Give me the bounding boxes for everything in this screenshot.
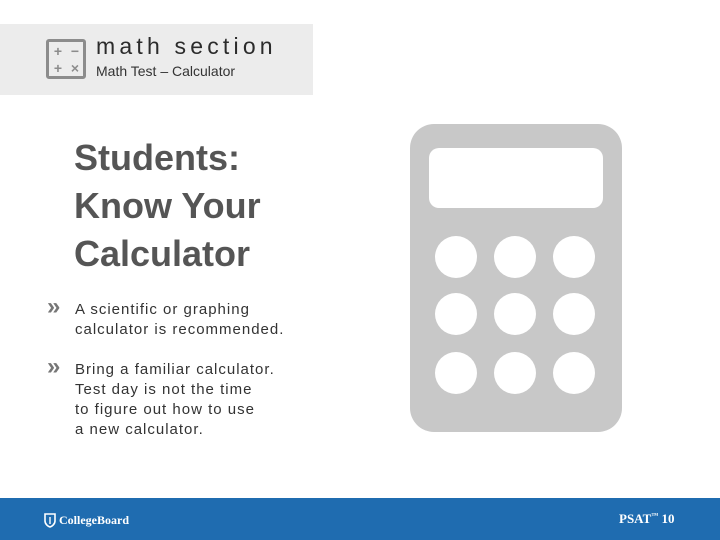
psat-logo-text: PSAT [619, 511, 652, 526]
psat-10-logo [619, 511, 675, 527]
heading-line: Know Your [74, 185, 261, 226]
collegeboard-logo [44, 512, 129, 528]
slide-heading [74, 134, 261, 278]
calculator-key [494, 236, 536, 278]
chevron-right-icon: » [47, 293, 61, 320]
plus-glyph: + [53, 60, 63, 76]
calculator-key [553, 236, 595, 278]
bullet-line: to figure out how to use [75, 401, 255, 418]
calculator-key [553, 352, 595, 394]
bullet-text [75, 300, 325, 340]
heading-line: Students: [74, 137, 240, 178]
acorn-shield-icon [44, 513, 56, 528]
bullet-line: A scientific or graphing [75, 301, 250, 318]
calculator-display [429, 148, 603, 208]
times-glyph: × [70, 60, 80, 76]
trademark-mark: ™ [651, 511, 659, 520]
math-operations-icon [46, 39, 86, 79]
bullet-line: a new calculator. [75, 421, 204, 438]
bullet-line: Test day is not the time [75, 381, 253, 398]
calculator-key [435, 352, 477, 394]
bullet-line: Bring a familiar calculator. [75, 361, 275, 378]
section-subtitle: Math Test – Calculator [96, 63, 236, 79]
bullet-line: calculator is recommended. [75, 321, 285, 338]
psat-logo-number: 10 [661, 511, 675, 526]
chevron-right-icon: » [47, 353, 61, 380]
calculator-key [435, 293, 477, 335]
calculator-keypad [435, 236, 595, 394]
section-title: math section [96, 33, 277, 59]
bullet-text [75, 360, 325, 440]
calculator-key [494, 293, 536, 335]
collegeboard-logo-text: CollegeBoard [59, 512, 129, 527]
calculator-icon [410, 124, 622, 432]
calculator-key [494, 352, 536, 394]
calculator-key [553, 293, 595, 335]
calculator-key [435, 236, 477, 278]
heading-line: Calculator [74, 233, 251, 274]
plus-glyph: + [53, 43, 63, 59]
minus-glyph: − [70, 43, 80, 59]
